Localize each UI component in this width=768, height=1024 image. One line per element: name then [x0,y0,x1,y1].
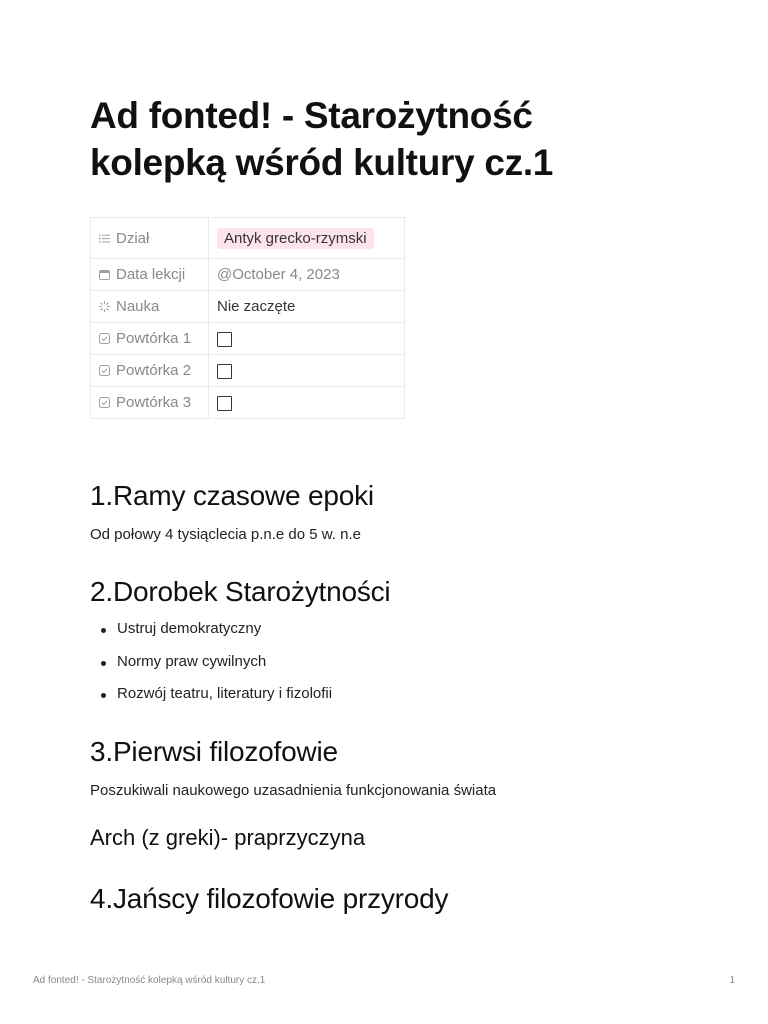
section-heading-4: 4.Jańscy filozofowie przyrody [90,883,449,914]
footer-title: Ad fonted! - Starożytność kolepką wśród kultury cz.1 [33,975,266,986]
property-row-powtorka-1 [91,323,405,355]
learning-status[interactable]: Nie zaczęte [217,298,296,315]
review-2-checkbox[interactable] [217,364,232,379]
calendar-icon [99,269,110,280]
property-label-cell [91,323,209,355]
property-label: Powtórka 2 [116,362,192,379]
list-item [90,620,332,653]
property-label-cell [91,355,209,387]
property-value-cell [209,323,405,355]
property-row-powtorka-3 [91,387,405,419]
property-value-cell[interactable] [209,291,405,323]
checkbox-icon [99,397,110,408]
list-item [90,653,332,686]
bullet-icon [101,628,106,633]
review-1-checkbox[interactable] [217,332,232,347]
property-label: Dział [116,229,150,247]
property-value-cell [209,387,405,419]
bullet-icon [101,693,106,698]
section-heading-2: 2.Dorobek Starożytności [90,576,391,607]
section-text-1: Od połowy 4 tysiąclecia p.n.e do 5 w. n.e [90,526,361,543]
status-icon [99,301,110,312]
property-label-cell [91,218,209,259]
list-item-text: Ustruj demokratyczny [117,620,262,637]
property-label-cell [91,259,209,291]
property-label-cell [91,291,209,323]
category-tag[interactable]: Antyk grecko-rzymski [217,228,374,249]
checkbox-icon [99,365,110,376]
section-subheading-3: Arch (z greki)- praprzyczyna [90,825,366,850]
achievements-list [90,620,332,718]
page-number: 1 [729,975,735,986]
properties-table [90,217,405,419]
property-row-nauka [91,291,405,323]
list-item-text: Normy praw cywilnych [117,652,267,670]
property-label: Powtórka 1 [116,330,192,347]
property-row-data-lekcji [91,259,405,291]
section-text-3: Poszukiwali naukowego uzasadnienia funkcjonowania świata [90,782,497,799]
section-heading-3: 3.Pierwsi filozofowie [90,736,338,767]
property-value-cell[interactable] [209,218,405,259]
section-heading-1: 1.Ramy czasowe epoki [90,480,374,511]
list-item-text: Rozwój teatru, literatury i fizolofii [117,685,333,702]
bullet-icon [101,661,106,666]
list-icon [99,233,110,244]
property-row-dzial [91,218,405,259]
lesson-date[interactable]: @October 4, 2023 [217,266,340,283]
property-label: Nauka [116,298,160,315]
page-title: Ad fonted! - Starożytność kolepką wśród kultury cz.1 [90,95,554,183]
property-label-cell [91,387,209,419]
property-label: Powtórka 3 [116,394,192,411]
review-3-checkbox[interactable] [217,396,232,411]
property-label: Data lekcji [116,266,186,283]
property-value-cell [209,355,405,387]
property-value-cell[interactable] [209,259,405,291]
checkbox-icon [99,333,110,344]
list-item [90,685,332,718]
property-row-powtorka-2 [91,355,405,387]
